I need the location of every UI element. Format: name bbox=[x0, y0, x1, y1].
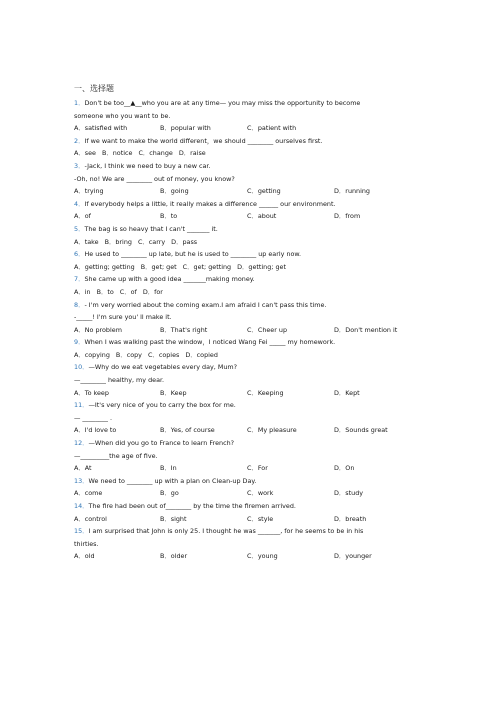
question-text: -_____! I'm sure you' ll make it. bbox=[74, 313, 172, 322]
answer-option[interactable]: B．In bbox=[160, 464, 177, 473]
question-number: 14． bbox=[74, 502, 89, 510]
section-title: 一、选择题 bbox=[74, 84, 114, 93]
answer-option[interactable]: A．At bbox=[74, 464, 92, 473]
question-text: If everybody helps a little, it really makes a difference ______ our environment. bbox=[84, 199, 336, 208]
answer-option[interactable]: B．to bbox=[160, 212, 178, 221]
answer-option[interactable]: D．pass bbox=[171, 237, 198, 246]
answer-option[interactable]: C．of bbox=[119, 287, 137, 296]
answer-option[interactable]: D．Kept bbox=[334, 388, 360, 397]
answer-option[interactable]: D．Sounds great bbox=[334, 426, 388, 435]
answer-option[interactable]: B．going bbox=[160, 187, 189, 196]
answer-option[interactable]: A．copying bbox=[74, 350, 110, 359]
question-stem bbox=[74, 399, 446, 412]
question-stem bbox=[74, 273, 446, 286]
answer-options bbox=[74, 324, 446, 337]
question-item bbox=[74, 248, 446, 273]
answer-option[interactable]: A．come bbox=[74, 489, 103, 498]
answer-option[interactable]: A．old bbox=[74, 552, 95, 561]
question-item bbox=[74, 399, 446, 437]
answer-option[interactable]: B．copy bbox=[115, 350, 142, 359]
question-number: 11． bbox=[74, 401, 89, 410]
questions-container bbox=[74, 97, 446, 563]
answer-option[interactable]: A．control bbox=[74, 514, 107, 523]
question-text: Don't be too__▲__who you are at any time— you may miss the opportunity to become bbox=[84, 99, 361, 107]
answer-option[interactable]: B．Yes, of course bbox=[160, 426, 215, 435]
question-text: —________ healthy, my dear. bbox=[74, 376, 165, 385]
answer-option[interactable]: A．I'd love to bbox=[74, 426, 117, 435]
answer-option[interactable]: C．work bbox=[247, 489, 274, 498]
question-stem bbox=[74, 198, 446, 211]
question-stem bbox=[74, 475, 446, 488]
answer-options bbox=[74, 261, 446, 274]
question-text: When I was walking past the window，I noticed Wang Fei _____ my homework. bbox=[84, 338, 336, 347]
answer-option[interactable]: C．Cheer up bbox=[247, 325, 287, 334]
question-stem bbox=[74, 135, 446, 148]
answer-option[interactable]: A．in bbox=[74, 287, 91, 296]
question-text: She came up with a good idea _______making money. bbox=[84, 275, 255, 284]
answer-option[interactable]: B．get; get bbox=[140, 262, 177, 271]
answer-option[interactable]: D．copied bbox=[185, 350, 218, 359]
question-number: 10． bbox=[74, 363, 89, 372]
answer-option[interactable]: B．older bbox=[160, 552, 188, 561]
question-item bbox=[74, 273, 446, 298]
question-text: -Jack, I think we need to buy a new car. bbox=[84, 161, 211, 170]
question-stem-continued bbox=[74, 173, 446, 186]
answer-option[interactable]: C．getting bbox=[247, 187, 281, 196]
answer-option[interactable]: A．of bbox=[74, 212, 91, 221]
answer-option[interactable]: C．patient with bbox=[247, 124, 297, 133]
answer-option[interactable]: C．style bbox=[247, 514, 274, 523]
question-stem bbox=[74, 361, 446, 374]
question-number: 7． bbox=[74, 275, 85, 284]
question-stem-continued bbox=[74, 450, 446, 463]
question-item bbox=[74, 500, 446, 525]
question-number: 15． bbox=[74, 527, 89, 536]
answer-option[interactable]: D．raise bbox=[178, 149, 206, 158]
answer-option[interactable]: D．getting; get bbox=[237, 262, 286, 271]
question-text: — ________ . bbox=[74, 413, 113, 422]
question-text: —It's very nice of you to carry the box for me. bbox=[88, 401, 236, 410]
answer-option[interactable]: C．change bbox=[138, 149, 173, 158]
question-text: thirties. bbox=[74, 539, 99, 548]
question-number: 2． bbox=[74, 136, 85, 145]
answer-options bbox=[74, 387, 446, 400]
answer-option[interactable]: B．popular with bbox=[160, 124, 211, 133]
question-item bbox=[74, 299, 446, 337]
answer-option[interactable]: B．bring bbox=[104, 237, 132, 246]
answer-options bbox=[74, 513, 446, 526]
answer-option[interactable]: C．Keeping bbox=[247, 388, 284, 397]
answer-options bbox=[74, 122, 446, 135]
question-text: - I'm very worried about the coming exam.I am afraid I can't pass this time. bbox=[84, 300, 327, 309]
answer-options bbox=[74, 236, 446, 249]
question-stem bbox=[74, 248, 446, 261]
question-item bbox=[74, 525, 446, 563]
question-stem bbox=[74, 223, 446, 236]
answer-option[interactable]: B．to bbox=[96, 287, 114, 296]
answer-option[interactable]: D．breath bbox=[334, 514, 367, 523]
question-text: The bag is so heavy that I can't _______ it. bbox=[84, 224, 218, 233]
question-number: 5． bbox=[74, 224, 85, 233]
answer-options bbox=[74, 462, 446, 475]
question-number: 8． bbox=[74, 300, 85, 309]
question-text: If we want to make the world different，we should ________ ourselves first. bbox=[84, 136, 323, 145]
question-list bbox=[74, 82, 446, 563]
question-number: 4． bbox=[74, 199, 85, 208]
question-stem-continued bbox=[74, 412, 446, 425]
question-stem-continued bbox=[74, 374, 446, 387]
answer-options bbox=[74, 286, 446, 299]
question-stem bbox=[74, 97, 446, 110]
answer-option[interactable]: C．My pleasure bbox=[247, 426, 297, 435]
answer-option[interactable]: A．No problem bbox=[74, 325, 122, 334]
question-stem bbox=[74, 160, 446, 173]
answer-option[interactable]: D．younger bbox=[334, 552, 372, 561]
question-stem-continued bbox=[74, 311, 446, 324]
answer-option[interactable]: B．Keep bbox=[160, 388, 187, 397]
answer-option[interactable]: D．for bbox=[142, 287, 163, 296]
answer-option[interactable]: D．running bbox=[334, 187, 370, 196]
answer-option[interactable]: C．For bbox=[247, 464, 268, 473]
answer-option[interactable]: C．get; getting bbox=[182, 262, 232, 271]
answer-option[interactable]: D．from bbox=[334, 212, 361, 221]
question-text: The fire had been out of________ by the time the firemen arrived. bbox=[88, 502, 296, 510]
answer-options bbox=[74, 487, 446, 500]
question-item bbox=[74, 336, 446, 361]
question-text: —When did you go to France to learn French? bbox=[88, 439, 235, 448]
answer-option[interactable]: C．young bbox=[247, 552, 278, 561]
question-stem bbox=[74, 525, 446, 538]
question-stem bbox=[74, 336, 446, 349]
answer-option[interactable]: D．study bbox=[334, 489, 364, 498]
question-text: someone who you want to be. bbox=[74, 111, 171, 120]
answer-option[interactable]: B．go bbox=[160, 489, 179, 498]
question-number: 1． bbox=[74, 99, 85, 107]
answer-option[interactable]: D．On bbox=[334, 464, 355, 473]
answer-option[interactable]: C．copies bbox=[147, 350, 180, 359]
question-text: —Why do we eat vegetables every day, Mum? bbox=[88, 363, 238, 372]
answer-options bbox=[74, 210, 446, 223]
answer-option[interactable]: C．carry bbox=[137, 237, 166, 246]
answer-option[interactable]: D．Don't mention it bbox=[334, 325, 398, 334]
question-stem bbox=[74, 437, 446, 450]
question-number: 3． bbox=[74, 161, 85, 170]
question-item bbox=[74, 97, 446, 135]
question-item bbox=[74, 475, 446, 500]
answer-option[interactable]: B．sight bbox=[160, 514, 187, 523]
question-stem-continued bbox=[74, 110, 446, 123]
answer-options bbox=[74, 147, 446, 160]
question-text: We need to ________ up with a plan on Clean-up Day. bbox=[88, 476, 257, 485]
question-text: -Oh, no! We are ________ out of money, you know? bbox=[74, 174, 235, 183]
answer-option[interactable]: A．getting; getting bbox=[74, 262, 135, 271]
answer-options bbox=[74, 185, 446, 198]
question-number: 9． bbox=[74, 338, 85, 347]
question-stem-continued bbox=[74, 538, 446, 551]
question-item bbox=[74, 198, 446, 223]
question-text: He used to ________ up late, but he is used to ________ up early now. bbox=[84, 250, 302, 259]
question-text: I am surprised that John is only 25. I thought he was _______, for he seems to be in his bbox=[88, 527, 364, 536]
question-stem bbox=[74, 500, 446, 513]
question-item bbox=[74, 135, 446, 160]
answer-option[interactable]: A．see bbox=[74, 149, 96, 158]
answer-options bbox=[74, 550, 446, 563]
question-item bbox=[74, 223, 446, 248]
answer-option[interactable]: A．trying bbox=[74, 187, 104, 196]
answer-option[interactable]: A．take bbox=[74, 237, 99, 246]
answer-option[interactable]: A．satisfied with bbox=[74, 124, 128, 133]
question-number: 13． bbox=[74, 476, 89, 485]
question-number: 6． bbox=[74, 250, 85, 259]
question-item bbox=[74, 361, 446, 399]
answer-option[interactable]: C．about bbox=[247, 212, 277, 221]
question-item bbox=[74, 160, 446, 198]
answer-option[interactable]: A．To keep bbox=[74, 388, 109, 397]
answer-options bbox=[74, 424, 446, 437]
answer-options bbox=[74, 349, 446, 362]
answer-option[interactable]: B．That's right bbox=[160, 325, 208, 334]
question-stem bbox=[74, 299, 446, 312]
answer-option[interactable]: B．notice bbox=[101, 149, 133, 158]
question-item bbox=[74, 437, 446, 475]
question-number: 12． bbox=[74, 439, 89, 448]
question-text: —_________the age of five. bbox=[74, 451, 158, 460]
